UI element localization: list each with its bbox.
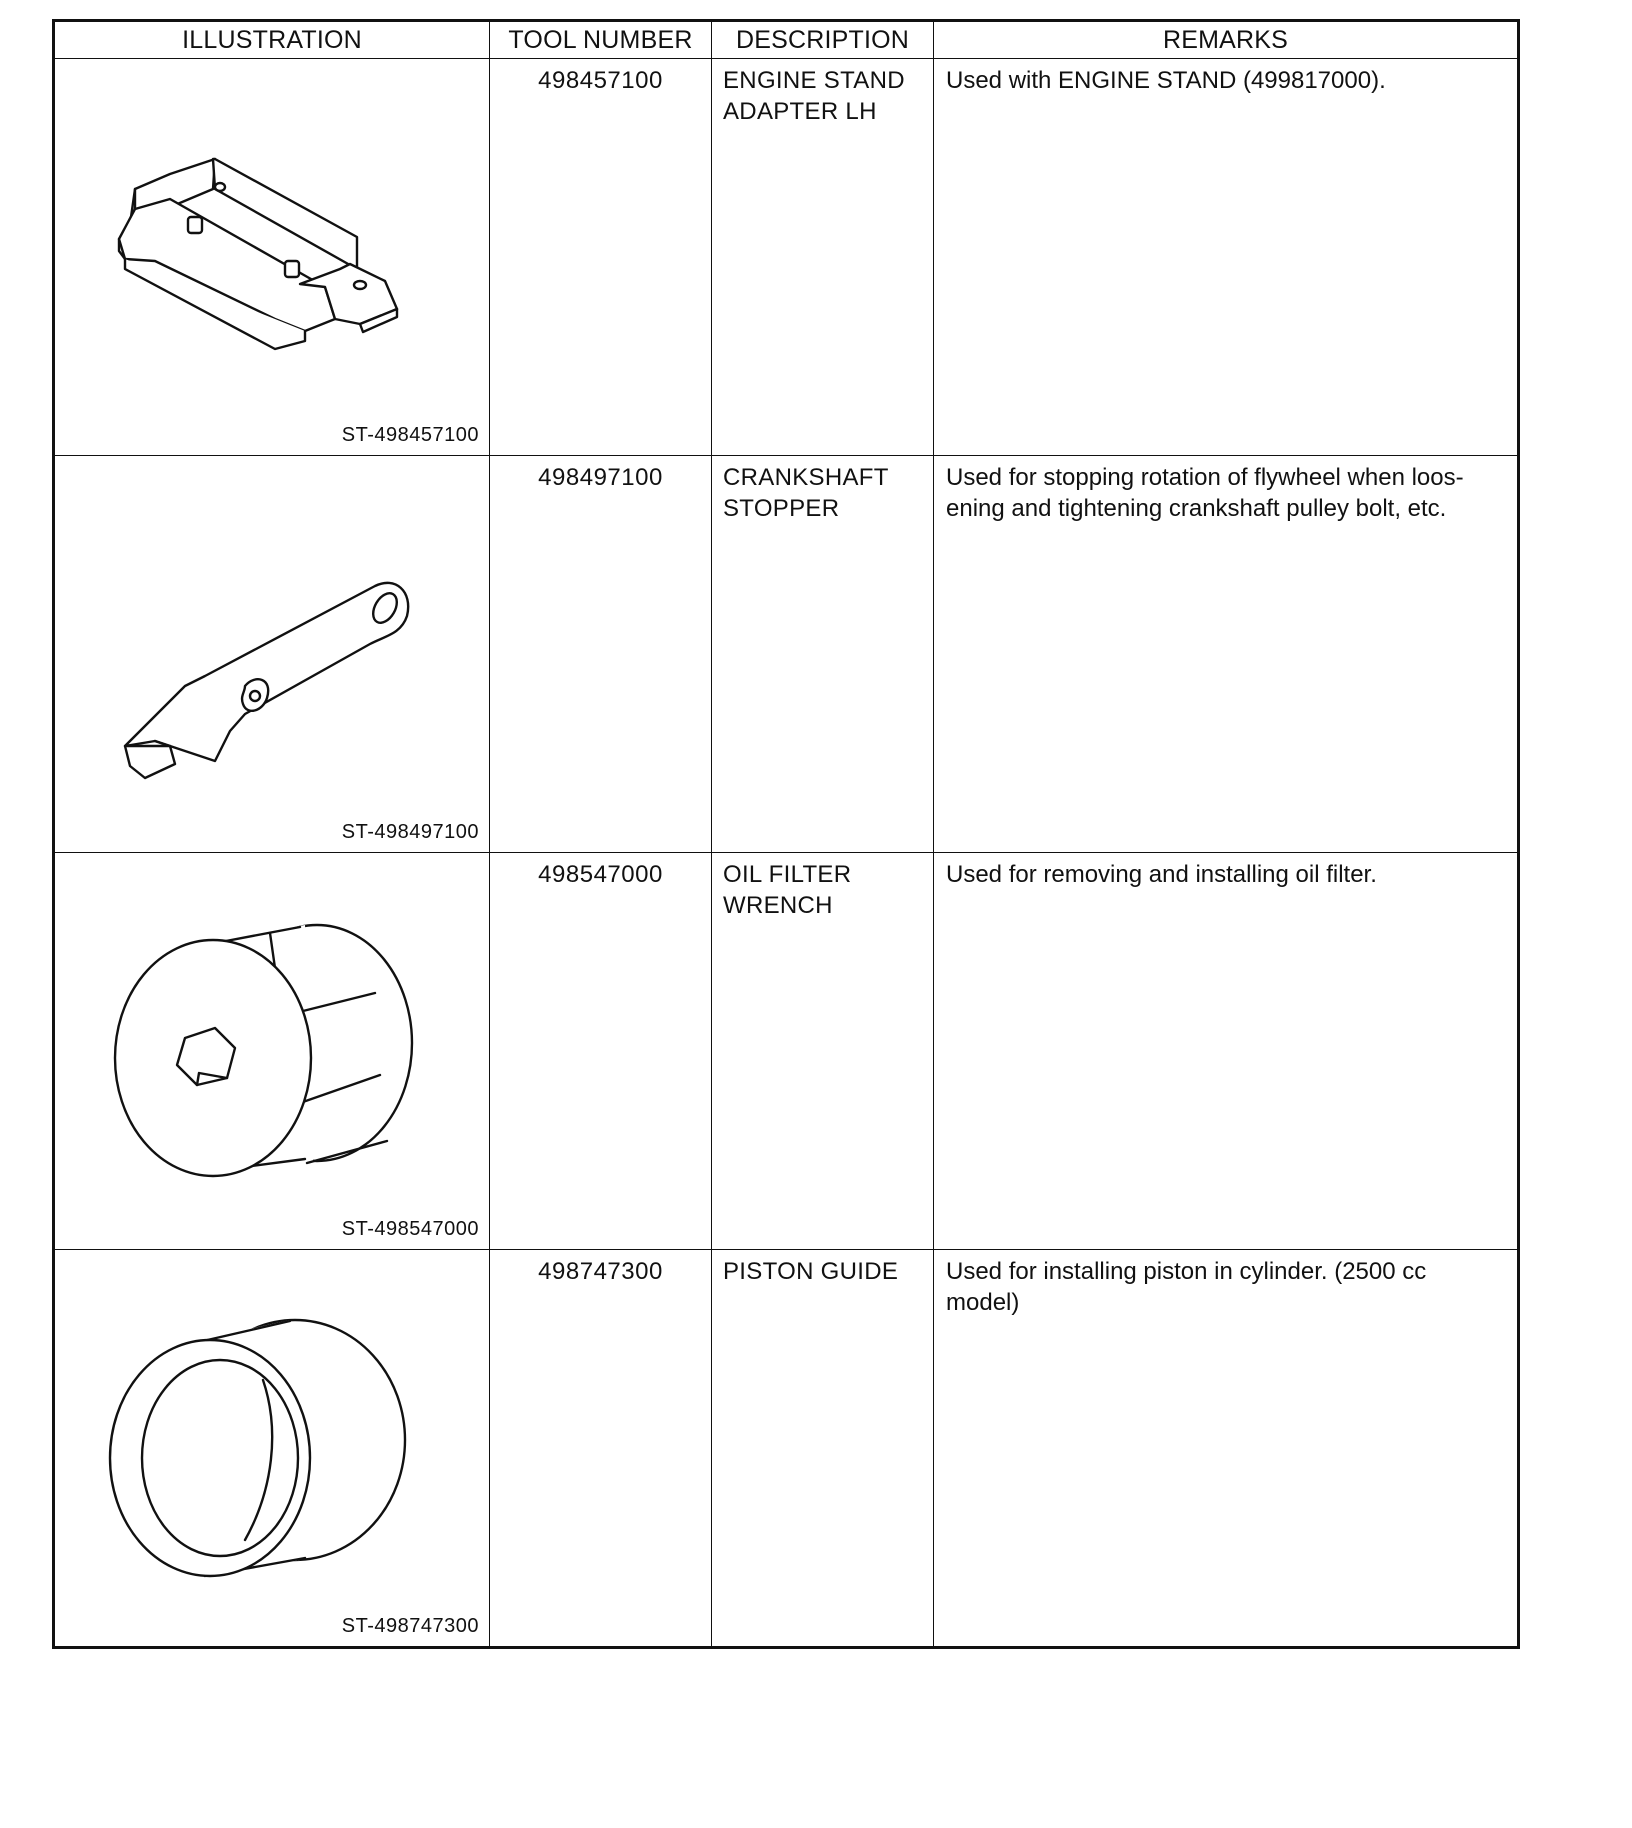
description-cell — [712, 456, 934, 853]
description-line: ENGINE STAND — [723, 67, 905, 94]
table-row — [54, 59, 1519, 456]
oil-filter-wrench-icon — [95, 913, 425, 1193]
header-tool-number: TOOL NUMBER — [490, 21, 712, 59]
description-cell — [712, 59, 934, 456]
description-cell — [712, 1250, 934, 1648]
illustration-cell — [54, 853, 490, 1250]
description-line: OIL FILTER — [723, 861, 852, 888]
remarks-line: Used with ENGINE STAND (499817000). — [946, 67, 1386, 94]
tool-number-cell: 498457100 — [490, 59, 712, 456]
remarks-cell — [934, 1250, 1519, 1648]
tool-number-cell: 498497100 — [490, 456, 712, 853]
header-remarks: REMARKS — [934, 21, 1519, 59]
description-line: ADAPTER LH — [723, 98, 877, 125]
description-line: STOPPER — [723, 495, 840, 522]
table-row — [54, 456, 1519, 853]
crankshaft-stopper-icon — [95, 516, 425, 796]
tool-number-cell: 498547000 — [490, 853, 712, 1250]
header-description: DESCRIPTION — [712, 21, 934, 59]
table-row — [54, 1250, 1519, 1648]
description-cell — [712, 853, 934, 1250]
illustration-cell — [54, 1250, 490, 1648]
st-code: ST-498547000 — [341, 1218, 479, 1240]
st-code: ST-498747300 — [341, 1615, 479, 1637]
illustration-cell — [54, 59, 490, 456]
engine-stand-adapter-icon — [95, 119, 425, 399]
remarks-cell — [934, 853, 1519, 1250]
st-code: ST-498457100 — [341, 424, 479, 446]
description-line: WRENCH — [723, 892, 833, 919]
special-tools-table — [52, 19, 1520, 1649]
remarks-cell — [934, 456, 1519, 853]
header-illustration: ILLUSTRATION — [54, 21, 490, 59]
remarks-line: Used for removing and installing oil filter. — [946, 861, 1377, 888]
remarks-cell — [934, 59, 1519, 456]
table-row — [54, 853, 1519, 1250]
remarks-line: Used for installing piston in cylinder. (2500 cc — [946, 1258, 1427, 1285]
remarks-line: model) — [946, 1289, 1020, 1316]
piston-guide-icon — [95, 1310, 425, 1590]
st-code: ST-498497100 — [341, 821, 479, 843]
header-row — [54, 21, 1519, 59]
illustration-cell — [54, 456, 490, 853]
description-line: PISTON GUIDE — [723, 1258, 899, 1285]
remarks-line: ening and tightening crankshaft pulley bolt, etc. — [946, 495, 1447, 522]
description-line: CRANKSHAFT — [723, 464, 889, 491]
tool-number-cell: 498747300 — [490, 1250, 712, 1648]
remarks-line: Used for stopping rotation of flywheel when loos- — [946, 464, 1464, 491]
